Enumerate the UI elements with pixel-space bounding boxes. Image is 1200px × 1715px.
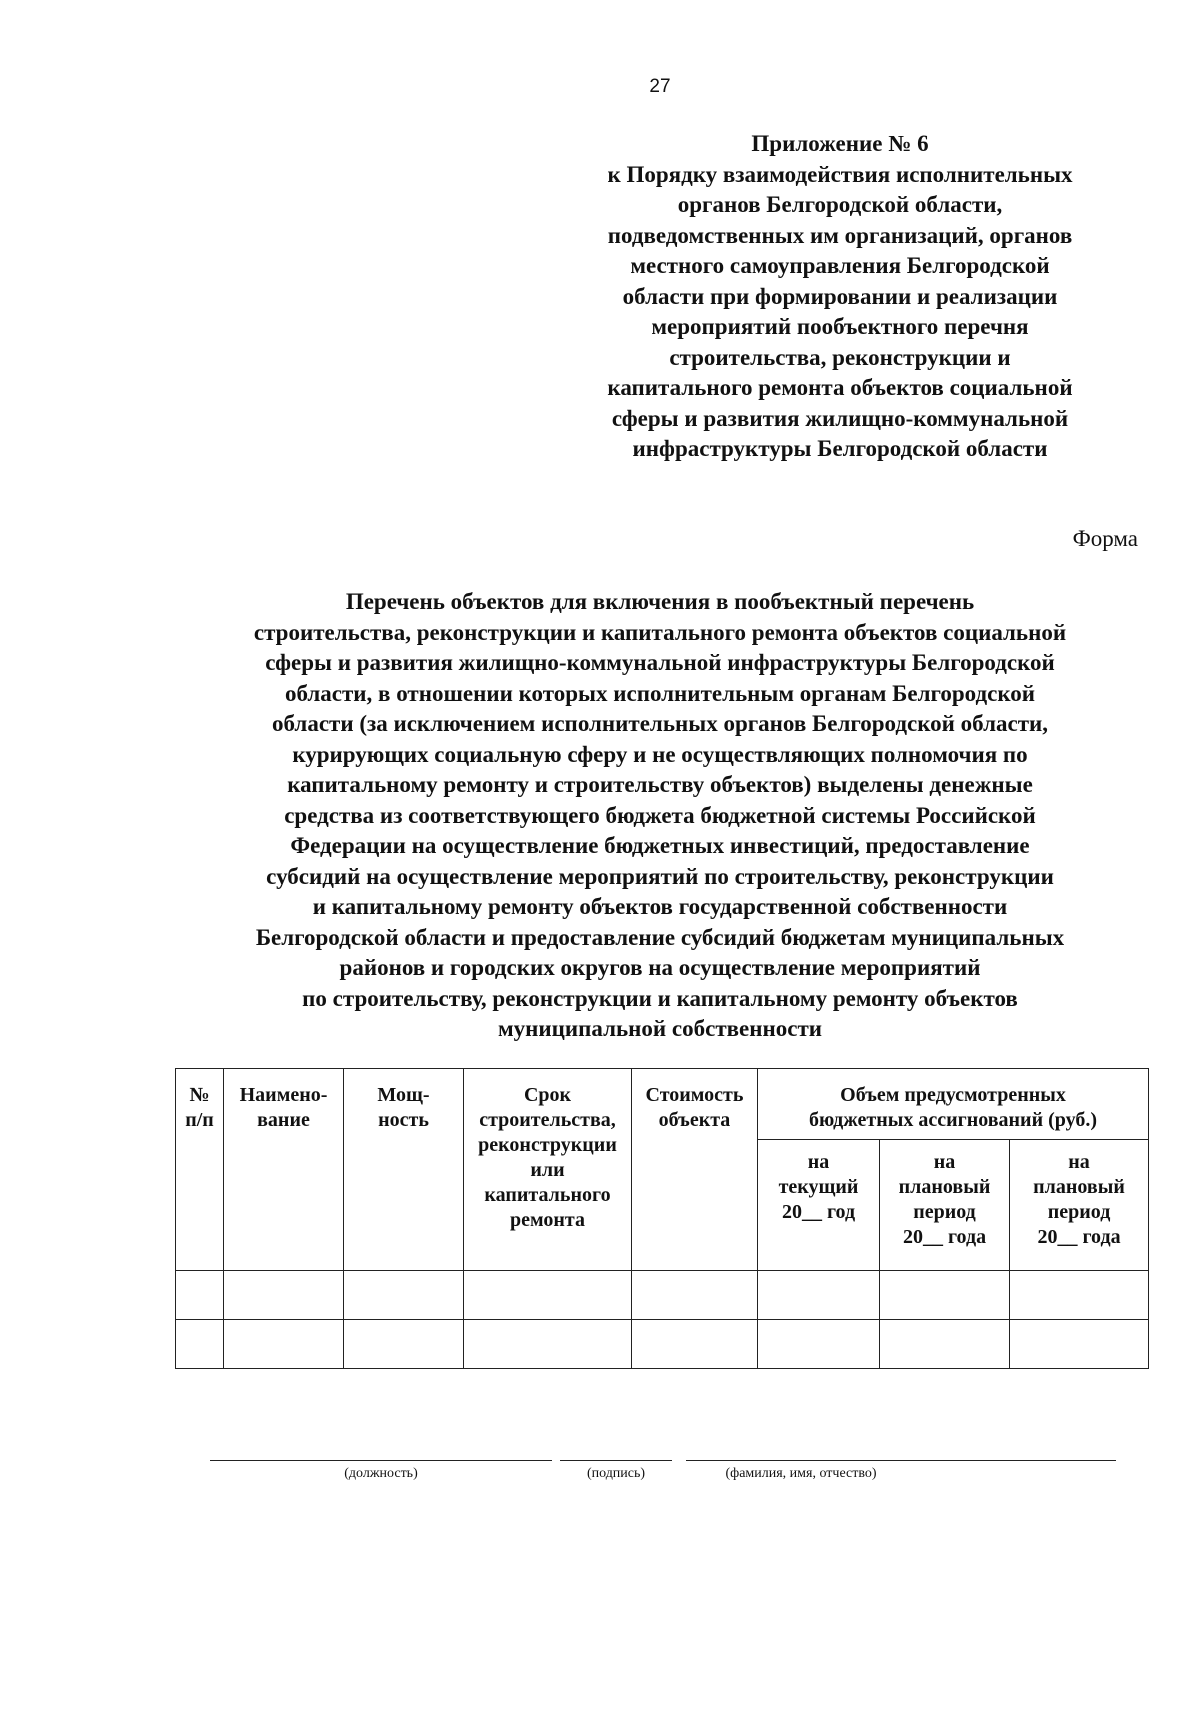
title-line: и капитальному ремонту объектов государственной собственности xyxy=(312,894,1008,919)
form-label: Форма xyxy=(1072,526,1138,551)
document-title xyxy=(175,587,1145,1045)
table-cell[interactable] xyxy=(224,1271,344,1320)
title-line: Перечень объектов для включения в пообъектный перечень xyxy=(345,589,975,614)
appendix-line: области при формировании и реализации xyxy=(622,283,1058,309)
table-cell[interactable] xyxy=(880,1320,1010,1369)
title-line: капитальному ремонту и строительству объектов) выделены денежные xyxy=(287,772,1033,797)
table-cell[interactable] xyxy=(464,1271,632,1320)
appendix-block xyxy=(570,129,1110,465)
appendix-line: капитального ремонта объектов социальной xyxy=(607,375,1073,400)
table-cell[interactable] xyxy=(344,1320,464,1369)
title-line: Федерации на осуществление бюджетных инвестиций, предоставление xyxy=(290,833,1030,858)
signature-sign-field[interactable] xyxy=(560,1460,672,1505)
table-cell[interactable] xyxy=(176,1320,224,1369)
header-capacity: Мощ- ность xyxy=(344,1069,464,1271)
title-line: строительства, реконструкции и капитального ремонта объектов социальной xyxy=(253,619,1067,645)
appendix-line: сферы и развития жилищно-коммунальной xyxy=(611,405,1069,431)
header-num: № п/п xyxy=(176,1069,224,1271)
header-plan-period-2: на плановый период 20__ года xyxy=(1010,1140,1149,1271)
appendix-line: инфраструктуры Белгородской области xyxy=(632,436,1048,461)
title-line: Белгородской области и предоставление субсидий бюджетам муниципальных xyxy=(255,924,1065,950)
signature-sign-caption: (подпись) xyxy=(586,1466,646,1481)
page-number: 27 xyxy=(649,76,671,97)
title-line: муниципальной собственности xyxy=(497,1016,823,1041)
objects-table xyxy=(175,1068,1149,1369)
header-current-year: на текущий 20__ год xyxy=(758,1140,880,1271)
header-cost: Стоимость объекта xyxy=(632,1069,758,1271)
table-cell[interactable] xyxy=(758,1271,880,1320)
table-row xyxy=(176,1271,1149,1320)
appendix-line: Приложение № 6 xyxy=(751,131,929,156)
title-line: курирующих социальную сферу и не осуществляющих полномочия по xyxy=(292,741,1028,767)
table-cell[interactable] xyxy=(632,1320,758,1369)
appendix-line: местного самоуправления Белгородской xyxy=(630,253,1050,278)
table-cell[interactable] xyxy=(1010,1320,1149,1369)
appendix-line: подведомственных им организаций, органов xyxy=(607,222,1073,248)
signature-fullname-caption: (фамилия, имя, отчество) xyxy=(725,1466,877,1481)
title-line: субсидий на осуществление мероприятий по строительству, реконструкции xyxy=(266,863,1054,889)
table-cell[interactable] xyxy=(632,1271,758,1320)
appendix-line: к Порядку взаимодействия исполнительных xyxy=(607,161,1073,187)
header-plan-period-1: на плановый период 20__ года xyxy=(880,1140,1010,1271)
table-header-row xyxy=(176,1069,1149,1140)
title-line: сферы и развития жилищно-коммунальной инфраструктуры Белгородской xyxy=(265,650,1055,675)
table-cell[interactable] xyxy=(344,1271,464,1320)
table-cell[interactable] xyxy=(176,1271,224,1320)
title-line: районов и городских округов на осуществление мероприятий xyxy=(339,955,981,980)
table-cell[interactable] xyxy=(758,1320,880,1369)
header-budget: Объем предусмотренных бюджетных ассигнований (руб.) xyxy=(758,1069,1149,1140)
appendix-line: мероприятий пообъектного перечня xyxy=(651,314,1029,339)
table-cell[interactable] xyxy=(880,1271,1010,1320)
appendix-line: строительства, реконструкции и xyxy=(669,344,1011,370)
table-cell[interactable] xyxy=(464,1320,632,1369)
signature-position-caption: (должность) xyxy=(344,1466,418,1481)
table-cell[interactable] xyxy=(1010,1271,1149,1320)
table-cell[interactable] xyxy=(224,1320,344,1369)
title-line: по строительству, реконструкции и капитальному ремонту объектов xyxy=(302,985,1018,1011)
appendix-line: органов Белгородской области, xyxy=(677,192,1003,217)
signature-fullname-field[interactable] xyxy=(686,1460,1116,1505)
header-name: Наимено- вание xyxy=(224,1069,344,1271)
title-line: области, в отношении которых исполнительным органам Белгородской xyxy=(284,680,1036,706)
header-term: Срок строительства, реконструкции или капитального ремонта xyxy=(464,1069,632,1271)
title-line: средства из соответствующего бюджета бюджетной системы Российской xyxy=(284,802,1036,828)
table-row xyxy=(176,1320,1149,1369)
signature-position-field[interactable] xyxy=(210,1460,552,1505)
title-line: области (за исключением исполнительных органов Белгородской области, xyxy=(271,711,1048,736)
